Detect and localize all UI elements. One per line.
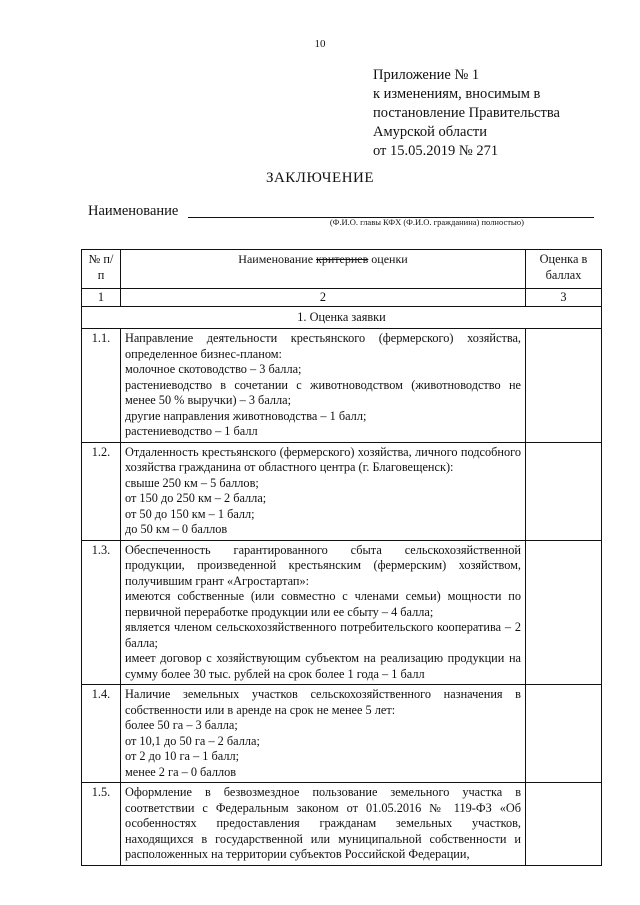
section-title: 1. Оценка заявки — [82, 307, 602, 329]
option-text: от 10,1 до 50 га – 2 балла; — [125, 733, 260, 748]
option-text: имеет договор с хозяйствующим субъектом на реализацию продукции на сумму более 30 тыс. рублей на срок более 1 года – 1 балл — [125, 651, 521, 681]
row-score — [526, 329, 602, 443]
criteria-table — [81, 249, 602, 866]
row-number: 1.2. — [82, 442, 121, 540]
option-text: другие направления животноводства – 1 балл; — [125, 408, 367, 423]
section-row — [82, 307, 602, 329]
option-text: от 150 до 250 км – 2 балла; — [125, 491, 267, 505]
column-number: 2 — [121, 289, 526, 307]
option-text: растениеводство – 1 балл — [125, 424, 258, 438]
row-description — [121, 685, 526, 783]
row-score — [526, 783, 602, 866]
table-header-row — [82, 250, 602, 289]
appendix-line: Амурской области — [373, 124, 487, 140]
column-number: 1 — [82, 289, 121, 307]
header-criteria — [121, 250, 526, 289]
appendix-line: постановление Правительства — [373, 105, 560, 121]
row-description — [121, 540, 526, 685]
header-criteria-post: оценки — [368, 252, 408, 266]
table-row — [82, 685, 602, 783]
option-text: молочное скотоводство – 3 балла; — [125, 362, 302, 376]
row-description — [121, 783, 526, 866]
document-title: ЗАКЛЮЧЕНИЕ — [265, 170, 375, 186]
option-text: от 50 до 150 км – 1 балл; — [125, 506, 255, 521]
criterion-text: Наличие земельных участков сельскохозяйственного назначения в собственности или в аренде на срок не менее 5 лет: — [125, 687, 521, 717]
table-row — [82, 540, 602, 685]
row-number: 1.4. — [82, 685, 121, 783]
criterion-text: Направление деятельности крестьянского (фермерского) хозяйства, определенное бизнес-планом: — [125, 331, 521, 361]
name-hint: (Ф.И.О. главы КФХ (Ф.И.О. гражданина) полностью) — [329, 217, 524, 227]
option-text: до 50 км – 0 баллов — [125, 522, 228, 536]
page-number: 10 — [314, 38, 326, 50]
row-score — [526, 442, 602, 540]
header-criteria-pre: Наименование — [238, 252, 317, 266]
name-label: Наименование — [88, 203, 179, 219]
header-score: Оценка в баллах — [526, 250, 602, 289]
table-row — [82, 783, 602, 866]
row-number: 1.5. — [82, 783, 121, 866]
row-score — [526, 540, 602, 685]
row-description — [121, 329, 526, 443]
criterion-text: Оформление в безвозмездное пользование земельного участка в соответствии с Федеральным законом от 01.05.2016 № 119-ФЗ «Об особенностях предоставления гражданам земельных участков, находящихся в государственной или муниципальной собственности и расположенных на территории субъектов Российской Федерации, — [125, 785, 521, 861]
option-text: менее 2 га – 0 баллов — [125, 764, 237, 779]
option-text: растениеводство в сочетании с животноводством (животноводство не менее 50 % выручки) – 3 балла; — [125, 377, 521, 407]
option-text: имеются собственные (или совместно с членами семьи) мощности по первичной переработке продукции или ее сбыту – 4 балла; — [125, 589, 521, 619]
row-number: 1.1. — [82, 329, 121, 443]
row-description — [121, 442, 526, 540]
option-text: более 50 га – 3 балла; — [125, 718, 238, 732]
appendix-line: от 15.05.2019 № 271 — [373, 143, 499, 159]
row-number: 1.3. — [82, 540, 121, 685]
appendix-block — [373, 66, 560, 161]
row-score — [526, 685, 602, 783]
appendix-line: Приложение № 1 — [373, 67, 480, 83]
criterion-text: Отдаленность крестьянского (фермерского) хозяйства, личного подсобного хозяйства гражданина от областного центра (г. Благовещенск): — [125, 444, 521, 474]
appendix-line: к изменениям, вносимым в — [373, 86, 541, 102]
option-text: свыше 250 км – 5 баллов; — [125, 475, 259, 490]
option-text: от 2 до 10 га – 1 балл; — [125, 749, 240, 763]
column-number-row — [82, 289, 602, 307]
table-row — [82, 442, 602, 540]
criterion-text: Обеспеченность гарантированного сбыта сельскохозяйственной продукции, произведенной крестьянским (фермерским) хозяйством, получившим грант «Агростартап»: — [125, 542, 521, 588]
option-text: является членом сельскохозяйственного потребительского кооператива – 2 балла; — [125, 620, 521, 650]
header-criteria-struck: критериев — [316, 252, 369, 266]
table-row — [82, 329, 602, 443]
header-num: № п/п — [82, 250, 121, 289]
column-number: 3 — [526, 289, 602, 307]
